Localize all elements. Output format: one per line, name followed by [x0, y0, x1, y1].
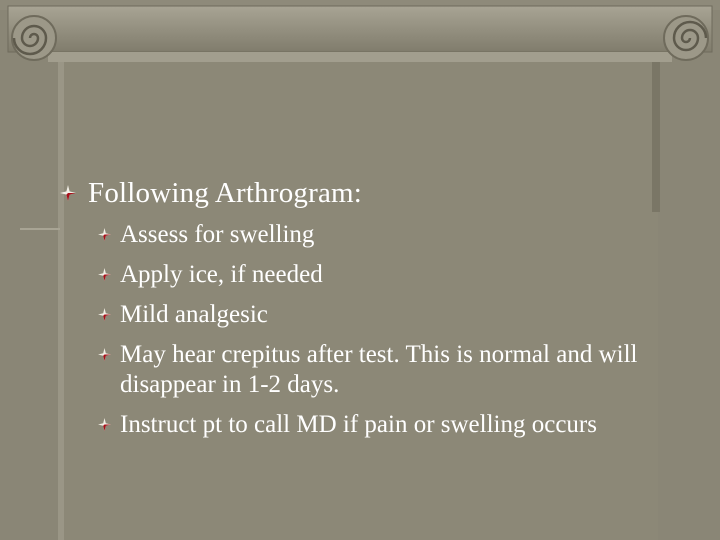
list-item	[98, 340, 698, 400]
list-item-text: May hear crepitus after test. This is normal and will disappear in 1-2 days.	[120, 341, 638, 398]
list-item	[98, 410, 698, 440]
diamond-cross-bullet-icon	[60, 185, 76, 201]
list-item	[98, 220, 698, 250]
diamond-cross-bullet-icon	[98, 268, 111, 281]
heading-item	[60, 176, 362, 210]
list-item-text: Instruct pt to call MD if pain or swelling occurs	[120, 411, 597, 438]
diamond-cross-bullet-icon	[98, 228, 111, 241]
list-item-text: Apply ice, if needed	[120, 261, 323, 288]
scroll-spiral-icon	[664, 16, 708, 60]
heading-text: Following Arthrogram:	[88, 177, 363, 209]
scroll-spiral-icon	[12, 16, 56, 60]
list-item-text: Mild analgesic	[120, 301, 268, 328]
diamond-cross-bullet-icon	[98, 308, 111, 321]
diamond-cross-bullet-icon	[98, 348, 111, 361]
bullet-list	[98, 220, 698, 450]
list-item	[98, 300, 698, 330]
list-item	[98, 260, 698, 290]
diamond-cross-bullet-icon	[98, 418, 111, 431]
list-item-text: Assess for swelling	[120, 221, 315, 248]
